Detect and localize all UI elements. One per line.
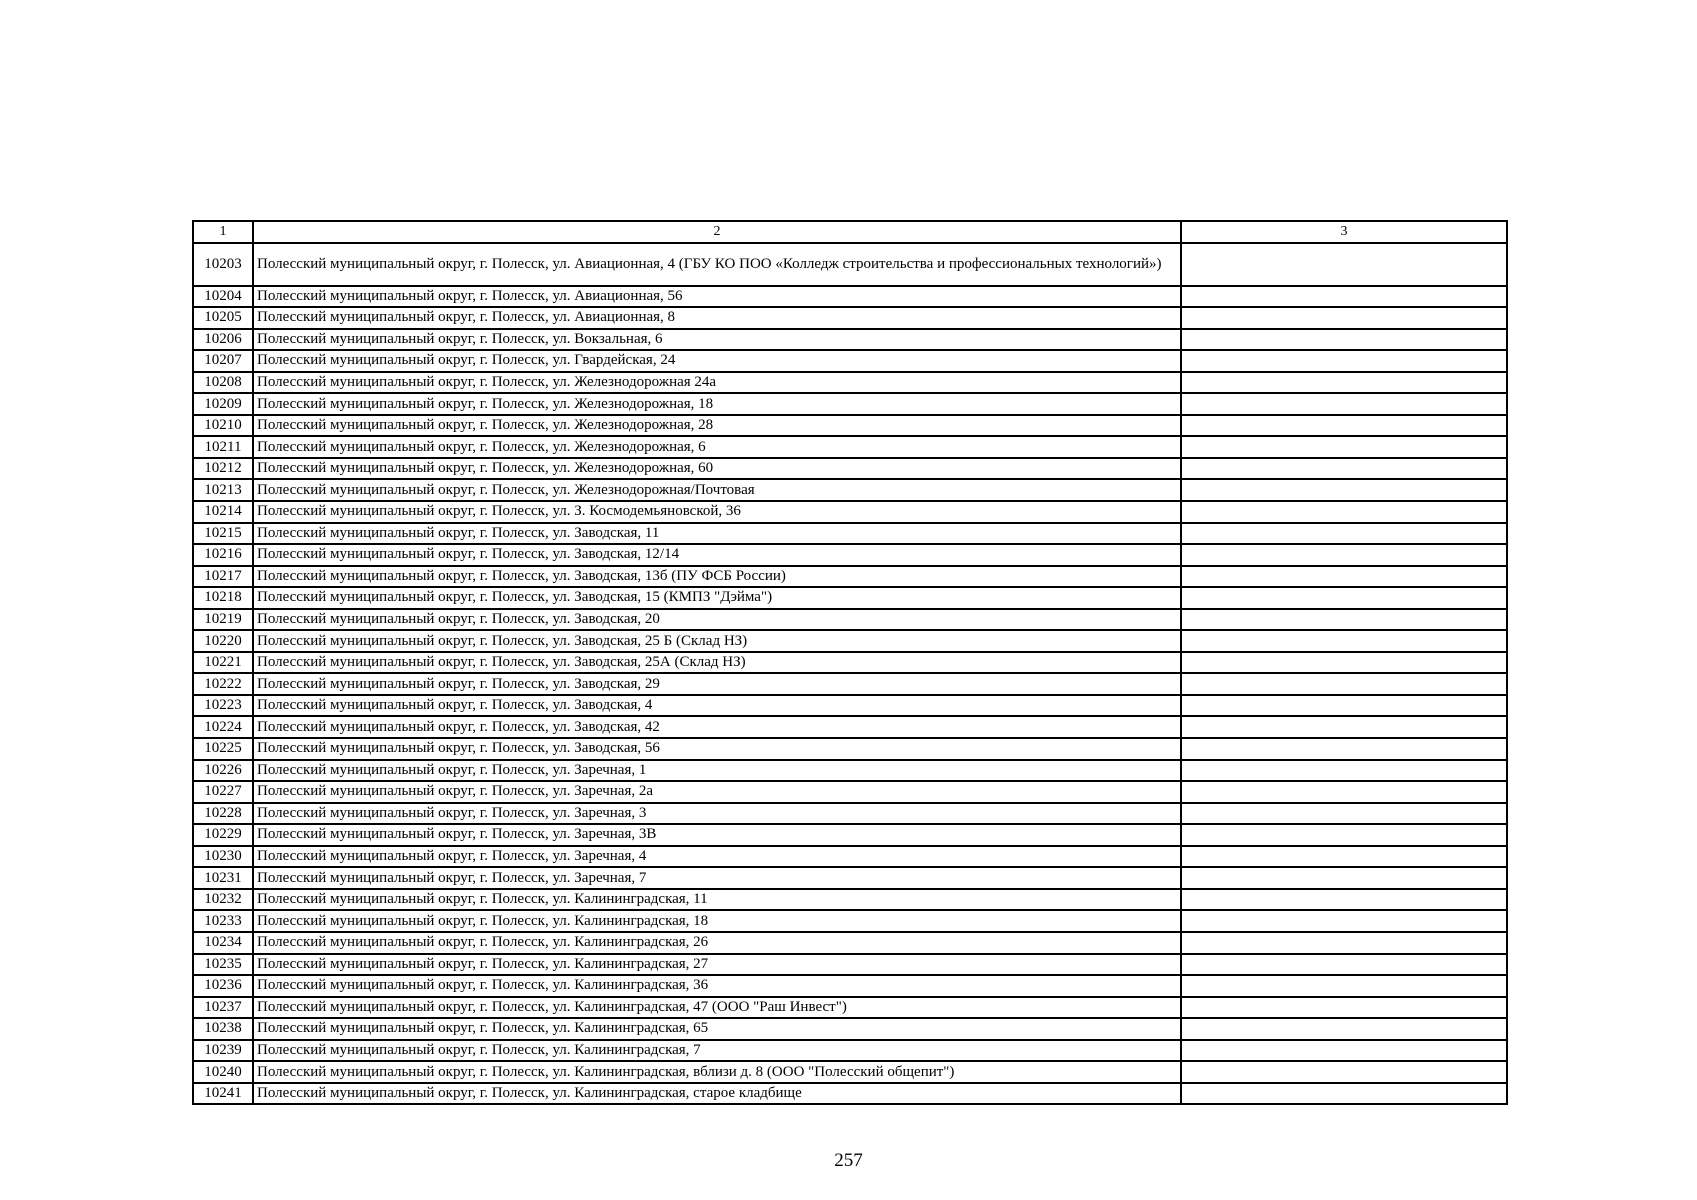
address-cell: Полесский муниципальный округ, г. Полесск, ул. Железнодорожная/Почтовая [253,479,1181,501]
column-3-cell [1181,1040,1507,1062]
column-3-cell [1181,824,1507,846]
column-3-cell [1181,609,1507,631]
table-row [193,997,1507,1019]
row-number-cell: 10218 [193,587,253,609]
column-3-cell [1181,1083,1507,1105]
table-row [193,479,1507,501]
address-cell: Полесский муниципальный округ, г. Полесск, ул. Заречная, 2а [253,781,1181,803]
row-number-cell: 10237 [193,997,253,1019]
table-row [193,458,1507,480]
row-number-cell: 10206 [193,329,253,351]
address-cell: Полесский муниципальный округ, г. Полесск, ул. Калининградская, 18 [253,910,1181,932]
table-row [193,910,1507,932]
table-row [193,781,1507,803]
column-3-cell [1181,975,1507,997]
table-row [193,738,1507,760]
row-number-cell: 10216 [193,544,253,566]
column-3-cell [1181,630,1507,652]
address-cell: Полесский муниципальный округ, г. Полесск, ул. Заречная, 1 [253,760,1181,782]
table-row [193,286,1507,308]
column-3-cell [1181,954,1507,976]
row-number-cell: 10210 [193,415,253,437]
address-cell: Полесский муниципальный округ, г. Полесск, ул. Заводская, 20 [253,609,1181,631]
column-3-cell [1181,544,1507,566]
address-cell: Полесский муниципальный округ, г. Полесск, ул. Гвардейская, 24 [253,350,1181,372]
table-row [193,566,1507,588]
row-number-cell: 10228 [193,803,253,825]
table-row [193,1083,1507,1105]
column-3-cell [1181,307,1507,329]
column-3-cell [1181,501,1507,523]
table-row [193,846,1507,868]
column-3-cell [1181,652,1507,674]
table-row [193,609,1507,631]
column-3-cell [1181,673,1507,695]
column-3-cell [1181,458,1507,480]
address-cell: Полесский муниципальный округ, г. Полесск, ул. Железнодорожная 24а [253,372,1181,394]
table-row [193,889,1507,911]
column-3-cell [1181,329,1507,351]
column-3-cell [1181,350,1507,372]
column-3-cell [1181,889,1507,911]
header-cell-3: 3 [1181,221,1507,243]
row-number-cell: 10225 [193,738,253,760]
address-cell: Полесский муниципальный округ, г. Полесск, ул. Калининградская, вблизи д. 8 (ООО "Полесский общепит") [253,1061,1181,1083]
table-row [193,307,1507,329]
row-number-cell: 10230 [193,846,253,868]
address-cell: Полесский муниципальный округ, г. Полесск, ул. Заводская, 12/14 [253,544,1181,566]
row-number-cell: 10208 [193,372,253,394]
address-cell: Полесский муниципальный округ, г. Полесск, ул. Калининградская, 36 [253,975,1181,997]
row-number-cell: 10238 [193,1018,253,1040]
address-cell: Полесский муниципальный округ, г. Полесск, ул. Калининградская, старое кладбище [253,1083,1181,1105]
table-row [193,673,1507,695]
table-row [193,652,1507,674]
row-number-cell: 10236 [193,975,253,997]
table-row [193,350,1507,372]
row-number-cell: 10203 [193,243,253,286]
row-number-cell: 10209 [193,393,253,415]
address-cell: Полесский муниципальный округ, г. Полесск, ул. Заводская, 29 [253,673,1181,695]
column-3-cell [1181,1061,1507,1083]
address-cell: Полесский муниципальный округ, г. Полесск, ул. Заводская, 15 (КМПЗ "Дэйма") [253,587,1181,609]
table-row [193,954,1507,976]
row-number-cell: 10234 [193,932,253,954]
row-number-cell: 10204 [193,286,253,308]
address-table [192,220,1508,1105]
table-row [193,630,1507,652]
column-3-cell [1181,393,1507,415]
column-3-cell [1181,932,1507,954]
row-number-cell: 10224 [193,716,253,738]
row-number-cell: 10211 [193,436,253,458]
address-cell: Полесский муниципальный округ, г. Полесск, ул. Калининградская, 11 [253,889,1181,911]
address-cell: Полесский муниципальный округ, г. Полесск, ул. Вокзальная, 6 [253,329,1181,351]
row-number-cell: 10217 [193,566,253,588]
column-3-cell [1181,479,1507,501]
table-row [193,587,1507,609]
row-number-cell: 10212 [193,458,253,480]
table-body [193,221,1507,1104]
address-cell: Полесский муниципальный округ, г. Полесск, ул. Заводская, 4 [253,695,1181,717]
address-cell: Полесский муниципальный округ, г. Полесск, ул. Заречная, 7 [253,867,1181,889]
row-number-cell: 10205 [193,307,253,329]
column-3-cell [1181,760,1507,782]
column-3-cell [1181,867,1507,889]
table-row [193,436,1507,458]
address-cell: Полесский муниципальный округ, г. Полесск, ул. Заводская, 56 [253,738,1181,760]
column-3-cell [1181,436,1507,458]
table-row [193,975,1507,997]
address-cell: Полесский муниципальный округ, г. Полесск, ул. Калининградская, 26 [253,932,1181,954]
table-row [193,1061,1507,1083]
row-number-cell: 10207 [193,350,253,372]
row-number-cell: 10221 [193,652,253,674]
column-3-cell [1181,1018,1507,1040]
address-cell: Полесский муниципальный округ, г. Полесск, ул. Авиационная, 8 [253,307,1181,329]
column-3-cell [1181,716,1507,738]
row-number-cell: 10229 [193,824,253,846]
row-number-cell: 10215 [193,523,253,545]
table-row [193,824,1507,846]
address-cell: Полесский муниципальный округ, г. Полесск, ул. З. Космодемьяновской, 36 [253,501,1181,523]
address-cell: Полесский муниципальный округ, г. Полесск, ул. Заводская, 11 [253,523,1181,545]
header-cell-2: 2 [253,221,1181,243]
row-number-cell: 10231 [193,867,253,889]
address-cell: Полесский муниципальный округ, г. Полесск, ул. Заводская, 25 Б (Склад НЗ) [253,630,1181,652]
table-row [193,243,1507,286]
address-cell: Полесский муниципальный округ, г. Полесск, ул. Железнодорожная, 28 [253,415,1181,437]
table-row [193,372,1507,394]
column-3-cell [1181,286,1507,308]
address-cell: Полесский муниципальный округ, г. Полесск, ул. Заречная, 3В [253,824,1181,846]
table-row [193,716,1507,738]
column-3-cell [1181,803,1507,825]
header-row [193,221,1507,243]
address-cell: Полесский муниципальный округ, г. Полесск, ул. Авиационная, 56 [253,286,1181,308]
column-3-cell [1181,415,1507,437]
table-row [193,803,1507,825]
address-cell: Полесский муниципальный округ, г. Полесск, ул. Калининградская, 7 [253,1040,1181,1062]
row-number-cell: 10239 [193,1040,253,1062]
page-number: 257 [834,1150,863,1171]
column-3-cell [1181,587,1507,609]
table-row [193,393,1507,415]
table-row [193,523,1507,545]
address-cell: Полесский муниципальный округ, г. Полесск, ул. Железнодорожная, 6 [253,436,1181,458]
row-number-cell: 10233 [193,910,253,932]
table-row [193,544,1507,566]
row-number-cell: 10220 [193,630,253,652]
address-cell: Полесский муниципальный округ, г. Полесск, ул. Заводская, 42 [253,716,1181,738]
row-number-cell: 10227 [193,781,253,803]
column-3-cell [1181,738,1507,760]
row-number-cell: 10241 [193,1083,253,1105]
row-number-cell: 10232 [193,889,253,911]
address-cell: Полесский муниципальный округ, г. Полесск, ул. Заречная, 4 [253,846,1181,868]
column-3-cell [1181,781,1507,803]
table-row [193,932,1507,954]
address-cell: Полесский муниципальный округ, г. Полесск, ул. Калининградская, 27 [253,954,1181,976]
column-3-cell [1181,372,1507,394]
column-3-cell [1181,846,1507,868]
table-row [193,329,1507,351]
address-cell: Полесский муниципальный округ, г. Полесск, ул. Авиационная, 4 (ГБУ КО ПОО «Колледж строительства и профессиональных технологий») [253,243,1181,286]
table-row [193,1040,1507,1062]
table-row [193,867,1507,889]
column-3-cell [1181,243,1507,286]
column-3-cell [1181,566,1507,588]
row-number-cell: 10219 [193,609,253,631]
table-row [193,760,1507,782]
table-row [193,415,1507,437]
column-3-cell [1181,997,1507,1019]
column-3-cell [1181,910,1507,932]
header-cell-1: 1 [193,221,253,243]
address-cell: Полесский муниципальный округ, г. Полесск, ул. Заводская, 13б (ПУ ФСБ России) [253,566,1181,588]
address-cell: Полесский муниципальный округ, г. Полесск, ул. Заводская, 25А (Склад НЗ) [253,652,1181,674]
column-3-cell [1181,523,1507,545]
address-cell: Полесский муниципальный округ, г. Полесск, ул. Заречная, 3 [253,803,1181,825]
address-cell: Полесский муниципальный округ, г. Полесск, ул. Калининградская, 47 (ООО "Раш Инвест") [253,997,1181,1019]
row-number-cell: 10213 [193,479,253,501]
table-row [193,501,1507,523]
row-number-cell: 10223 [193,695,253,717]
row-number-cell: 10222 [193,673,253,695]
row-number-cell: 10226 [193,760,253,782]
address-cell: Полесский муниципальный округ, г. Полесск, ул. Железнодорожная, 18 [253,393,1181,415]
row-number-cell: 10214 [193,501,253,523]
address-cell: Полесский муниципальный округ, г. Полесск, ул. Калининградская, 65 [253,1018,1181,1040]
table-row [193,695,1507,717]
row-number-cell: 10240 [193,1061,253,1083]
table-row [193,1018,1507,1040]
column-3-cell [1181,695,1507,717]
row-number-cell: 10235 [193,954,253,976]
address-cell: Полесский муниципальный округ, г. Полесск, ул. Железнодорожная, 60 [253,458,1181,480]
